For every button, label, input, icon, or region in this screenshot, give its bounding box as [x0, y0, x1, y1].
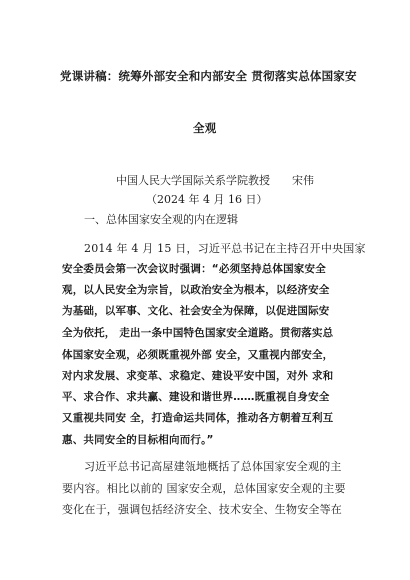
document-date: （2024 年 4 月 16 日）	[146, 193, 268, 206]
paragraph-1-line-2: 安全委员会第一次会议时强调：“必须坚持总体国家安全	[62, 263, 326, 275]
paragraph-2-line-2: 要内容。相比以前的 国家安全观，总体国家安全观的主要	[62, 482, 346, 495]
paragraph-2-line-1: 习近平总书记高屋建瓴地概括了总体国家安全观的主	[84, 460, 342, 473]
section-heading: 一、总体国家安全观的内在逻辑	[84, 213, 238, 226]
byline	[116, 172, 314, 188]
paragraph-1-line-7: 对内求发展、求变革、求稳定、建设平安中国，对外 求和	[62, 370, 334, 382]
byline-author: 宋伟	[292, 174, 314, 187]
paragraph-1-line-1-text: 2014 年 4 月 15 日，习近平总书记在主持召开中央国家	[84, 242, 366, 255]
paragraph-1-line-5: 全为依托， 走出一条中国特色国家安全道路。贯彻落实总	[62, 327, 334, 339]
paragraph-1-line-10: 惠、共同安全的目标相向而行。”	[62, 434, 214, 446]
document-title-line-2: 全观	[193, 121, 217, 135]
paragraph-1-line-4: 为基础，以军事、文化、社会安全为保障，以促进国际安	[62, 305, 330, 317]
paragraph-1-line-6: 体国家安全观，必须既重视外部 安全，又重视内部安全，	[62, 349, 334, 361]
paragraph-1-line-8: 平、求合作、求共赢、建设和谐世界……既重视自身安全	[62, 391, 330, 403]
paragraph-1-line-9: 又重视共同安 全，打造命运共同体，推动各方朝着互利互	[62, 412, 334, 424]
paragraph-2-line-3: 变化在于，强调包括经济安全、技术安全、生物安全等在	[62, 503, 342, 516]
paragraph-1-line-1	[84, 240, 366, 256]
paragraph-1-line-3: 观，以人民安全为宗旨，以政治安全为根本，以经济安全	[62, 284, 330, 296]
document-title-line-1: 党课讲稿：统筹外部安全和内部安全 贯彻落实总体国家安	[60, 69, 357, 83]
byline-affiliation: 中国人民大学国际关系学院教授	[116, 174, 270, 187]
